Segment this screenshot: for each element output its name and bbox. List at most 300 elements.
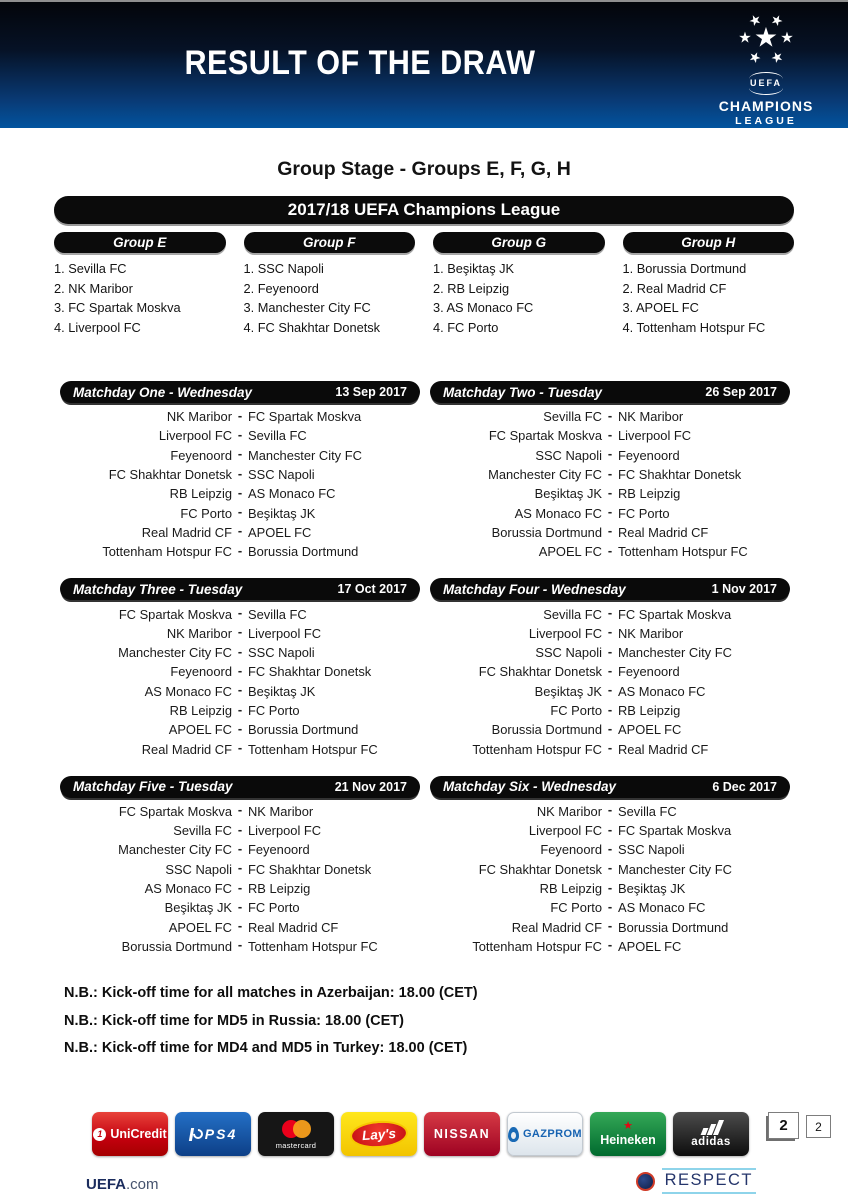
matchday-title: Matchday Two - Tuesday: [443, 384, 603, 400]
sponsor-bar: [92, 1112, 749, 1156]
home-team: Sevilla FC: [543, 409, 602, 425]
fixture-row: [60, 701, 420, 720]
fixture-row: [60, 840, 420, 859]
fixture-row: [430, 821, 790, 840]
page-navigation: [768, 1112, 831, 1139]
fixture-row: [430, 937, 790, 956]
away-team: FC Shakhtar Donetsk: [618, 467, 742, 483]
vs-separator: -: [607, 542, 613, 558]
fixture-row: [430, 720, 790, 739]
home-team: FC Porto: [550, 900, 602, 916]
fixture-row: [430, 542, 790, 561]
sponsor-logo-ps4: [175, 1112, 251, 1156]
group-team: 2. Real Madrid CF: [622, 280, 727, 296]
home-team: Manchester City FC: [118, 645, 232, 661]
fixture-row: [60, 682, 420, 701]
vs-separator: -: [237, 879, 243, 895]
vs-separator: -: [237, 720, 243, 736]
group-team: 1. Beşiktaş JK: [433, 261, 515, 276]
vs-separator: -: [237, 701, 243, 717]
home-team: NK Maribor: [166, 409, 232, 425]
home-team: Feyenoord: [540, 842, 602, 858]
away-team: AS Monaco FC: [618, 900, 706, 916]
matchday-date: 26 Sep 2017: [705, 385, 777, 399]
star-icon: ★: [745, 47, 765, 67]
home-team: Real Madrid CF: [141, 741, 232, 757]
fixture-row: [60, 542, 420, 561]
home-team: Tottenham Hotspur FC: [472, 741, 602, 757]
away-team: Borussia Dortmund: [248, 544, 359, 560]
away-team: Real Madrid CF: [618, 524, 709, 540]
fixture-row: [430, 840, 790, 859]
vs-separator: -: [607, 504, 613, 520]
away-team: RB Leipzig: [248, 881, 311, 897]
vs-separator: -: [607, 802, 613, 818]
vs-separator: -: [237, 624, 243, 640]
champions-league-logo: [708, 8, 824, 127]
away-team: Sevilla FC: [248, 606, 307, 622]
group-name-pill: Group F: [244, 232, 416, 253]
home-team: SSC Napoli: [535, 447, 602, 463]
away-team: Borussia Dortmund: [618, 919, 729, 935]
matchday-block: [430, 381, 790, 561]
vs-separator: -: [237, 662, 243, 678]
fixture-row: [430, 701, 790, 720]
away-team: NK Maribor: [618, 409, 684, 425]
matchday-fixtures: [430, 407, 790, 561]
away-team: RB Leipzig: [618, 486, 681, 502]
fixture-row: [430, 523, 790, 542]
matchday-title: Matchday Four - Wednesday: [443, 581, 626, 597]
group-team: 4. FC Porto: [433, 319, 499, 335]
playstation-icon: [189, 1128, 200, 1141]
fixture-row: [60, 937, 420, 956]
group-column: [623, 232, 795, 337]
home-team: APOEL FC: [168, 722, 232, 738]
sponsor-label: adidas: [691, 1136, 731, 1148]
fixture-row: [60, 898, 420, 917]
fixture-row: [60, 860, 420, 879]
away-team: Sevilla FC: [618, 803, 677, 819]
vs-separator: -: [237, 484, 243, 500]
matchday-block: [60, 578, 420, 758]
home-team: Liverpool FC: [528, 625, 602, 641]
group-team: 3. AS Monaco FC: [433, 300, 534, 315]
fixture-row: [430, 484, 790, 503]
sponsor-logo-nissan: [424, 1112, 500, 1156]
star-icon: ★: [767, 10, 787, 30]
gazprom-flame-icon: [508, 1127, 519, 1142]
home-team: APOEL FC: [168, 919, 232, 935]
home-team: Liverpool FC: [528, 823, 602, 839]
matchday-header: [430, 381, 790, 403]
sponsor-logo-unicredit: [92, 1112, 168, 1156]
notes-section: [64, 980, 848, 1063]
home-team: Real Madrid CF: [511, 919, 602, 935]
vs-separator: -: [607, 821, 613, 837]
group-team-list: [623, 259, 795, 337]
vs-separator: -: [237, 682, 243, 698]
away-team: Liverpool FC: [248, 625, 322, 641]
home-team: FC Shakhtar Donetsk: [478, 664, 602, 680]
matchday-date: 17 Oct 2017: [337, 582, 407, 597]
home-team: Real Madrid CF: [141, 524, 232, 540]
matchday-header: [60, 776, 420, 798]
away-team: Beşiktaş JK: [618, 881, 686, 897]
vs-separator: -: [607, 484, 613, 500]
fixture-row: [60, 446, 420, 465]
matchday-title: Matchday Three - Tuesday: [73, 581, 243, 597]
home-team: FC Shakhtar Donetsk: [108, 467, 232, 483]
away-team: Tottenham Hotspur FC: [248, 741, 378, 757]
fixture-row: [430, 860, 790, 879]
sponsor-logo-lays: [341, 1112, 417, 1156]
fixture-row: [60, 802, 420, 821]
vs-separator: -: [607, 426, 613, 442]
home-team: AS Monaco FC: [144, 683, 232, 699]
away-team: SSC Napoli: [618, 842, 685, 858]
away-team: AS Monaco FC: [248, 486, 336, 502]
matchday-date: 21 Nov 2017: [334, 779, 407, 794]
note-line: N.B.: Kick-off time for MD5 in Russia: 18.00 (CET): [64, 1012, 404, 1029]
away-team: Feyenoord: [618, 447, 680, 463]
away-team: APOEL FC: [618, 938, 682, 954]
matchday-header: [430, 776, 790, 798]
away-team: Real Madrid CF: [618, 741, 709, 757]
away-team: Manchester City FC: [618, 645, 732, 661]
fixture-row: [430, 802, 790, 821]
star-icon: ★: [767, 47, 787, 67]
home-team: Manchester City FC: [488, 467, 602, 483]
away-team: NK Maribor: [618, 625, 684, 641]
vs-separator: -: [607, 465, 613, 481]
away-team: APOEL FC: [618, 722, 682, 738]
uefa-com-link: [86, 1176, 159, 1193]
home-team: Sevilla FC: [173, 823, 232, 839]
vs-separator: -: [237, 840, 243, 856]
away-team: Beşiktaş JK: [248, 683, 316, 699]
matchday-title: Matchday Six - Wednesday: [443, 779, 617, 795]
logo-champions-text: CHAMPIONS: [718, 98, 814, 114]
fixture-row: [430, 682, 790, 701]
group-team: 4. FC Shakhtar Donetsk: [243, 319, 381, 335]
vs-separator: -: [237, 446, 243, 462]
group-team-list: [244, 259, 416, 337]
group-team-list: [54, 259, 226, 337]
note-line: N.B.: Kick-off time for all matches in Azerbaijan: 18.00 (CET): [64, 985, 478, 1002]
home-team: SSC Napoli: [535, 645, 602, 661]
vs-separator: -: [237, 740, 243, 756]
sponsor-label: UniCredit: [110, 1127, 167, 1141]
home-team: FC Spartak Moskva: [488, 428, 602, 444]
vs-separator: -: [237, 504, 243, 520]
fixture-row: [60, 523, 420, 542]
home-team: AS Monaco FC: [144, 881, 232, 897]
vs-separator: -: [607, 840, 613, 856]
group-name-pill: Group H: [623, 232, 795, 253]
vs-separator: -: [607, 407, 613, 423]
away-team: FC Spartak Moskva: [618, 823, 732, 839]
home-team: Feyenoord: [170, 664, 232, 680]
vs-separator: -: [607, 523, 613, 539]
home-team: FC Spartak Moskva: [118, 606, 232, 622]
home-team: RB Leipzig: [169, 703, 232, 718]
group-team: 2. NK Maribor: [54, 280, 133, 296]
page-title: Group Stage - Groups E, F, G, H: [277, 158, 571, 180]
vs-separator: -: [237, 860, 243, 876]
sponsor-label: PS4: [204, 1126, 238, 1142]
away-team: FC Porto: [248, 703, 300, 718]
sponsor-logo-mastercard: [258, 1112, 334, 1156]
fixture-row: [430, 739, 790, 758]
fixture-row: [60, 918, 420, 937]
heineken-star-icon: ★: [623, 1120, 633, 1132]
home-team: Feyenoord: [170, 447, 232, 463]
sponsor-logo-adidas: [673, 1112, 749, 1156]
star-icon: ★: [780, 29, 794, 47]
fixture-row: [430, 898, 790, 917]
sponsor-label: Lay's: [361, 1125, 397, 1143]
vs-separator: -: [237, 407, 243, 423]
uefa-arc-bottom: [749, 88, 783, 95]
away-team: FC Spartak Moskva: [618, 606, 732, 622]
matchday-title: Matchday One - Wednesday: [73, 384, 253, 400]
header-title-text: RESULT OF THE DRAW: [184, 44, 536, 82]
star-icon: ★: [738, 29, 752, 47]
home-team: RB Leipzig: [169, 486, 232, 502]
away-team: FC Spartak Moskva: [248, 409, 362, 425]
group-team: 3. FC Spartak Moskva: [54, 300, 181, 315]
vs-separator: -: [237, 542, 243, 558]
away-team: Liverpool FC: [248, 823, 322, 839]
vs-separator: -: [237, 918, 243, 934]
fixture-row: [60, 484, 420, 503]
home-team: Tottenham Hotspur FC: [102, 544, 232, 560]
away-team: Feyenoord: [618, 664, 680, 680]
fixture-row: [430, 465, 790, 484]
page-header-title: [0, 44, 720, 83]
vs-separator: -: [237, 802, 243, 818]
starball-icon: [734, 8, 798, 70]
respect-badge-icon: [636, 1172, 655, 1191]
away-team: SSC Napoli: [248, 467, 315, 483]
away-team: Feyenoord: [248, 842, 310, 858]
group-name-pill: Group G: [433, 232, 605, 253]
away-team: RB Leipzig: [618, 703, 681, 718]
matchday-block: [430, 776, 790, 956]
logo-league-text: LEAGUE: [735, 115, 797, 127]
away-team: FC Porto: [618, 505, 670, 521]
vs-separator: -: [607, 937, 613, 953]
away-team: Tottenham Hotspur FC: [248, 938, 378, 954]
fixture-row: [430, 426, 790, 445]
fixture-row: [60, 604, 420, 623]
matchday-header: [60, 578, 420, 600]
away-team: NK Maribor: [248, 803, 314, 819]
sponsor-label: mastercard: [275, 1140, 317, 1150]
total-pages-button[interactable]: 2: [806, 1115, 831, 1138]
group-team: 4. Tottenham Hotspur FC: [622, 319, 766, 335]
current-page-button[interactable]: 2: [768, 1112, 799, 1139]
group-team: 3. Manchester City FC: [243, 300, 371, 315]
matchday-fixtures: [60, 604, 420, 758]
respect-logo: [636, 1168, 756, 1194]
vs-separator: -: [607, 624, 613, 640]
fixture-row: [430, 503, 790, 522]
matchday-header: [430, 578, 790, 600]
group-column: [244, 232, 416, 337]
vs-separator: -: [607, 605, 613, 621]
vs-separator: -: [237, 523, 243, 539]
fixture-row: [60, 643, 420, 662]
vs-separator: -: [607, 701, 613, 717]
vs-separator: -: [237, 643, 243, 659]
vs-separator: -: [607, 879, 613, 895]
adidas-stripes-icon: [702, 1120, 721, 1135]
home-team: NK Maribor: [536, 803, 602, 819]
home-team: Beşiktaş JK: [164, 900, 232, 916]
vs-separator: -: [237, 898, 243, 914]
uefa-com-rest: .com: [126, 1176, 159, 1193]
matchday-fixtures: [430, 802, 790, 956]
away-team: FC Porto: [248, 900, 300, 916]
fixture-row: [60, 821, 420, 840]
groups-row: [54, 232, 794, 337]
home-team: NK Maribor: [166, 625, 232, 641]
vs-separator: -: [237, 821, 243, 837]
home-team: RB Leipzig: [539, 881, 602, 897]
away-team: Manchester City FC: [248, 447, 362, 463]
home-team: Liverpool FC: [158, 428, 232, 444]
vs-separator: -: [607, 898, 613, 914]
home-team: Sevilla FC: [543, 606, 602, 622]
home-team: Borussia Dortmund: [491, 722, 602, 738]
home-team: APOEL FC: [538, 544, 602, 560]
group-team: 1. Sevilla FC: [54, 261, 127, 276]
fixture-row: [60, 662, 420, 681]
sponsor-logo-heineken: [590, 1112, 666, 1156]
fixture-row: [430, 604, 790, 623]
fixture-row: [60, 407, 420, 426]
mastercard-orange-circle: [293, 1120, 311, 1138]
vs-separator: -: [237, 605, 243, 621]
sponsor-label: GAZPROM: [522, 1128, 582, 1140]
matchday-date: 1 Nov 2017: [711, 582, 777, 597]
matchday-title: Matchday Five - Tuesday: [73, 779, 233, 795]
vs-separator: -: [607, 918, 613, 934]
matchday-fixtures: [60, 407, 420, 561]
vs-separator: -: [237, 426, 243, 442]
unicredit-emblem-icon: 1: [93, 1128, 106, 1141]
group-column: [54, 232, 226, 337]
sponsor-label: Heineken: [600, 1133, 656, 1147]
vs-separator: -: [607, 446, 613, 462]
group-team: 2. RB Leipzig: [433, 280, 510, 296]
matchday-date: 13 Sep 2017: [335, 385, 407, 399]
fixture-row: [430, 624, 790, 643]
fixture-row: [430, 446, 790, 465]
home-team: AS Monaco FC: [514, 505, 602, 521]
away-team: Sevilla FC: [248, 428, 307, 444]
fixture-row: [430, 643, 790, 662]
home-team: FC Porto: [550, 703, 602, 718]
vs-separator: -: [607, 740, 613, 756]
vs-separator: -: [607, 720, 613, 736]
group-team: 1. SSC Napoli: [243, 261, 324, 276]
away-team: Real Madrid CF: [248, 919, 339, 935]
home-team: Beşiktaş JK: [534, 683, 602, 699]
home-team: FC Spartak Moskva: [118, 803, 232, 819]
matchday-block: [430, 578, 790, 758]
matchday-date: 6 Dec 2017: [712, 779, 777, 794]
home-team: Tottenham Hotspur FC: [472, 938, 602, 954]
uefa-com-bold: UEFA: [86, 1176, 127, 1193]
logo-uefa-text: UEFA: [749, 78, 782, 88]
fixture-row: [60, 879, 420, 898]
vs-separator: -: [607, 860, 613, 876]
away-team: APOEL FC: [248, 524, 312, 540]
away-team: SSC Napoli: [248, 645, 315, 661]
home-team: Borussia Dortmund: [491, 524, 602, 540]
star-icon: ★: [745, 10, 765, 30]
away-team: Tottenham Hotspur FC: [618, 544, 748, 560]
home-team: Manchester City FC: [118, 842, 232, 858]
mastercard-circles-icon: [282, 1119, 311, 1139]
group-team: 1. Borussia Dortmund: [622, 261, 747, 276]
group-column: [433, 232, 605, 337]
vs-separator: -: [607, 662, 613, 678]
matchday-fixtures: [430, 604, 790, 758]
away-team: Manchester City FC: [618, 861, 732, 877]
matchday-grid: [60, 381, 790, 956]
group-team-list: [433, 259, 605, 337]
away-team: FC Shakhtar Donetsk: [248, 664, 372, 680]
matchday-block: [60, 381, 420, 561]
respect-text: RESPECT: [662, 1168, 756, 1194]
group-team: 4. Liverpool FC: [54, 319, 141, 335]
away-team: Liverpool FC: [618, 428, 692, 444]
away-team: Borussia Dortmund: [248, 722, 359, 738]
note-line: N.B.: Kick-off time for MD4 and MD5 in Turkey: 18.00 (CET): [64, 1040, 468, 1057]
fixture-row: [60, 739, 420, 758]
season-title-bar: 2017/18 UEFA Champions League: [54, 196, 794, 224]
page-header: [0, 0, 848, 128]
fixture-row: [430, 407, 790, 426]
fixture-row: [60, 426, 420, 445]
vs-separator: -: [607, 682, 613, 698]
group-team: 2. Feyenoord: [243, 280, 319, 296]
sponsor-logo-gazprom: [507, 1112, 583, 1156]
group-team: 3. APOEL FC: [622, 300, 699, 315]
away-team: AS Monaco FC: [618, 683, 706, 699]
vs-separator: -: [607, 643, 613, 659]
away-team: Beşiktaş JK: [248, 505, 316, 521]
home-team: FC Porto: [180, 505, 232, 521]
matchday-header: [60, 381, 420, 403]
home-team: FC Shakhtar Donetsk: [478, 861, 602, 877]
fixture-row: [430, 918, 790, 937]
star-icon: ★: [753, 22, 779, 53]
fixture-row: [60, 503, 420, 522]
vs-separator: -: [237, 937, 243, 953]
matchday-fixtures: [60, 802, 420, 956]
fixture-row: [430, 879, 790, 898]
home-team: Borussia Dortmund: [121, 938, 232, 954]
fixture-row: [60, 720, 420, 739]
sponsor-label: NISSAN: [433, 1127, 491, 1141]
fixture-row: [60, 465, 420, 484]
group-name-pill: Group E: [54, 232, 226, 253]
